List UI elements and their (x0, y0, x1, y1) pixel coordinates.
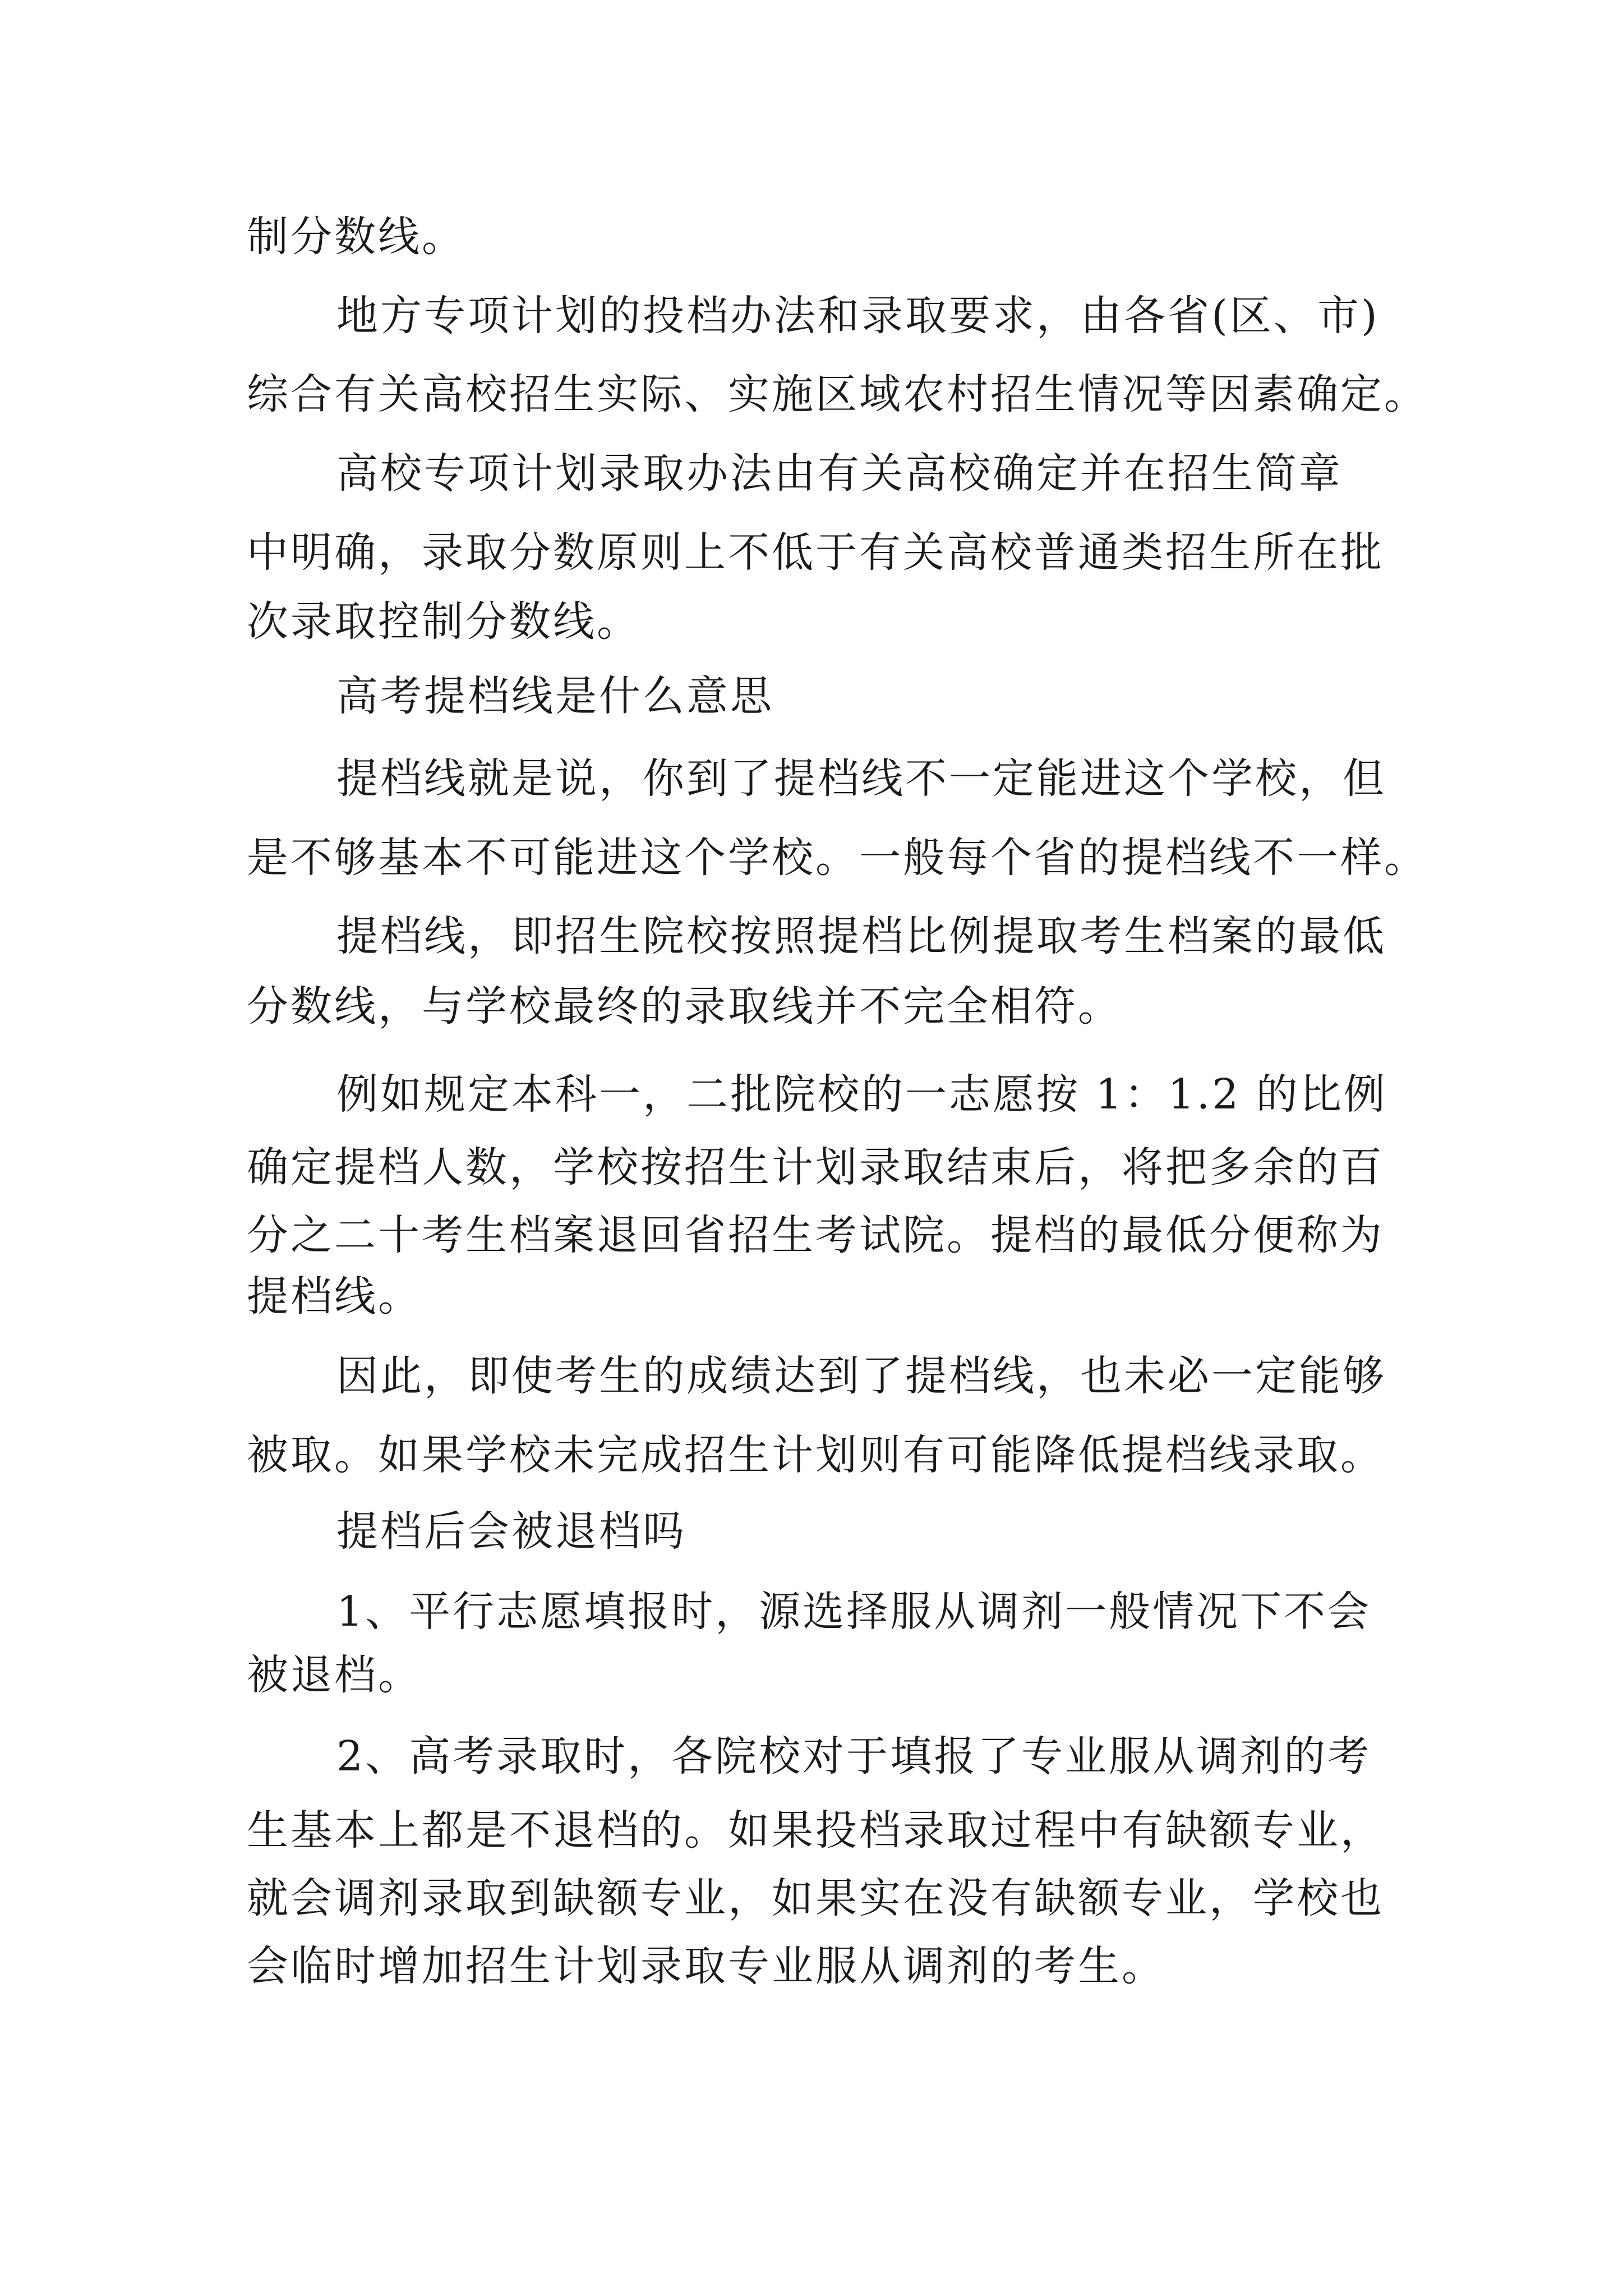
paragraph-line: 地方专项计划的投档办法和录取要求，由各省(区、市) (336, 292, 1380, 340)
paragraph-line: 会临时增加招生计划录取专业服从调剂的考生。 (247, 1942, 1165, 1990)
paragraph-line: 综合有关高校招生实际、实施区域农村招生情况等因素确定。 (247, 370, 1428, 418)
paragraph-line: 提档线就是说，你到了提档线不一定能进这个学校，但 (336, 754, 1386, 803)
paragraph-line: 生基本上都是不退档的。如果投档录取过程中有缺额专业， (247, 1806, 1384, 1855)
section-heading: 提档后会被退档吗 (336, 1507, 686, 1556)
paragraph-line: 制分数线。 (247, 213, 465, 261)
paragraph-line: 分之二十考生档案退回省招生考试院。提档的最低分便称为 (247, 1211, 1384, 1259)
section-heading: 高考提档线是什么意思 (336, 672, 774, 720)
paragraph-line: 1、平行志愿填报时，源选择服从调剂一般情况下不会 (336, 1588, 1372, 1636)
paragraph-line: 确定提档人数，学校按招生计划录取结束后，将把多余的百 (247, 1143, 1384, 1191)
paragraph-line: 被取。如果学校未完成招生计划则有可能降低提档线录取。 (247, 1431, 1384, 1479)
paragraph-line: 例如规定本科一，二批院校的一志愿按 1：1.2 的比例 (336, 1070, 1387, 1119)
paragraph-line: 2、高考录取时，各院校对于填报了专业服从调剂的考 (336, 1732, 1372, 1780)
paragraph-line: 被退档。 (247, 1651, 422, 1699)
paragraph-line: 次录取控制分数线。 (247, 597, 640, 646)
paragraph-line: 中明确，录取分数原则上不低于有关高校普通类招生所在批 (247, 528, 1384, 577)
paragraph-line: 高校专项计划录取办法由有关高校确定并在招生简章 (336, 449, 1343, 498)
paragraph-line: 就会调剂录取到缺额专业，如果实在没有缺额专业，学校也 (247, 1874, 1384, 1922)
paragraph-line: 因此，即使考生的成绩达到了提档线，也未必一定能够 (336, 1352, 1386, 1400)
paragraph-line: 提档线，即招生院校按照提档比例提取考生档案的最低 (336, 912, 1386, 960)
paragraph-line: 是不够基本不可能进这个学校。一般每个省的提档线不一样。 (247, 834, 1428, 882)
paragraph-line: 分数线，与学校最终的录取线并不完全相符。 (247, 982, 1122, 1030)
paragraph-line: 提档线。 (247, 1272, 422, 1320)
